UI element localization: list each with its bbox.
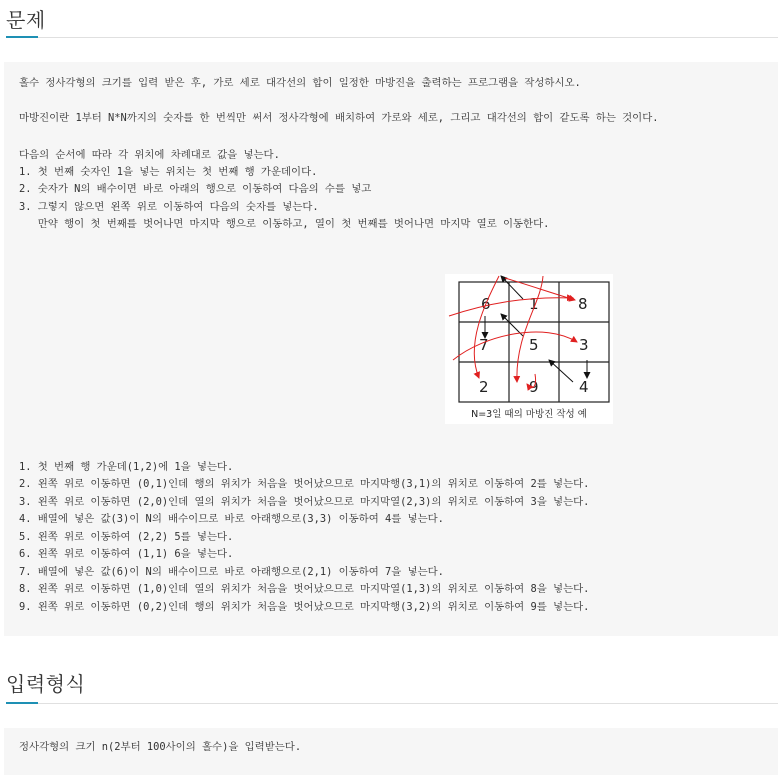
grid-cell: 4 [579, 378, 589, 396]
grid-cell: 7 [479, 336, 489, 354]
step-item: 2. 왼쪽 위로 이동하면 (0,1)인데 행의 위치가 처음을 벗어났으므로 마지막행(3,1)의 위치로 이동하여 2를 넣는다. [19, 478, 590, 490]
step-item: 1. 첫 번째 행 가운데(1,2)에 1을 넣는다. [19, 461, 234, 473]
step-item: 3. 왼쪽 위로 이동하면 (2,0)인데 열의 위치가 처음을 벗어났으므로 마지막열(2,3)의 위치로 이동하여 3을 넣는다. [19, 496, 590, 508]
problem-description-panel [4, 62, 778, 636]
grid-cell: 6 [481, 295, 491, 313]
heading-accent-bar [6, 702, 38, 704]
heading-divider [6, 37, 778, 38]
grid-cell: 9 [529, 378, 539, 396]
problem-paragraph: 홀수 정사각형의 크기를 입력 받은 후, 가로 세로 대각선의 합이 일정한 마방진을 출력하는 프로그램을 작성하시오. [19, 77, 581, 89]
heading-divider [6, 703, 778, 704]
figure-caption: N=3일 때의 마방진 작성 예 [471, 409, 587, 420]
step-item: 6. 왼쪽 위로 이동하여 (1,1) 6을 넣는다. [19, 548, 234, 560]
red-arrows [449, 276, 577, 388]
rule-item: 만약 행이 첫 번째를 벗어나면 마지막 행으로 이동하고, 열이 첫 번째를 벗어나면 마지막 열로 이동한다. [19, 218, 550, 230]
step-item: 4. 배열에 넣은 값(3)이 N의 배수이므로 바로 아래행으로(3,3) 이동하여 4를 넣는다. [19, 513, 444, 525]
input-format-heading: 입력형식 [6, 672, 86, 696]
grid-cell: 8 [578, 295, 588, 313]
heading-accent-bar [6, 36, 38, 38]
step-item: 7. 배열에 넣은 값(6)이 N의 배수이므로 바로 아래행으로(2,1) 이동하여 7을 넣는다. [19, 566, 444, 578]
problem-paragraph: 마방진이란 1부터 N*N까지의 숫자를 한 번씩만 써서 정사각형에 배치하여 가로와 세로, 그리고 대각선의 합이 같도록 하는 것이다. [19, 112, 659, 124]
input-format-panel [4, 728, 778, 775]
rule-item: 2. 숫자가 N의 배수이면 바로 아래의 행으로 이동하여 다음의 수를 넣고 [19, 183, 372, 195]
grid-cell: 3 [579, 336, 589, 354]
grid-cell: 5 [529, 336, 539, 354]
rule-item: 3. 그렇지 않으면 왼쪽 위로 이동하여 다음의 숫자를 넣는다. [19, 201, 319, 213]
rules-intro: 다음의 순서에 따라 각 위치에 차례대로 값을 넣는다. [19, 149, 280, 161]
grid-cell: 1 [529, 295, 539, 313]
step-item: 5. 왼쪽 위로 이동하여 (2,2) 5를 넣는다. [19, 531, 234, 543]
step-item: 9. 왼쪽 위로 이동하면 (0,2)인데 행의 위치가 처음을 벗어났으므로 마지막행(3,2)의 위치로 이동하여 9를 넣는다. [19, 601, 590, 613]
rule-item: 1. 첫 번째 숫자인 1을 넣는 위치는 첫 번째 행 가운데이다. [19, 166, 318, 178]
black-arrows [485, 276, 587, 382]
problem-heading: 문제 [6, 8, 46, 32]
grid-cell: 2 [479, 378, 489, 396]
step-item: 8. 왼쪽 위로 이동하면 (1,0)인데 열의 위치가 처음을 벗어났으므로 마지막열(1,3)의 위치로 이동하여 8을 넣는다. [19, 583, 590, 595]
magic-square-figure [445, 274, 613, 424]
input-format-text: 정사각형의 크기 n(2부터 100사이의 홀수)을 입력받는다. [19, 741, 302, 753]
